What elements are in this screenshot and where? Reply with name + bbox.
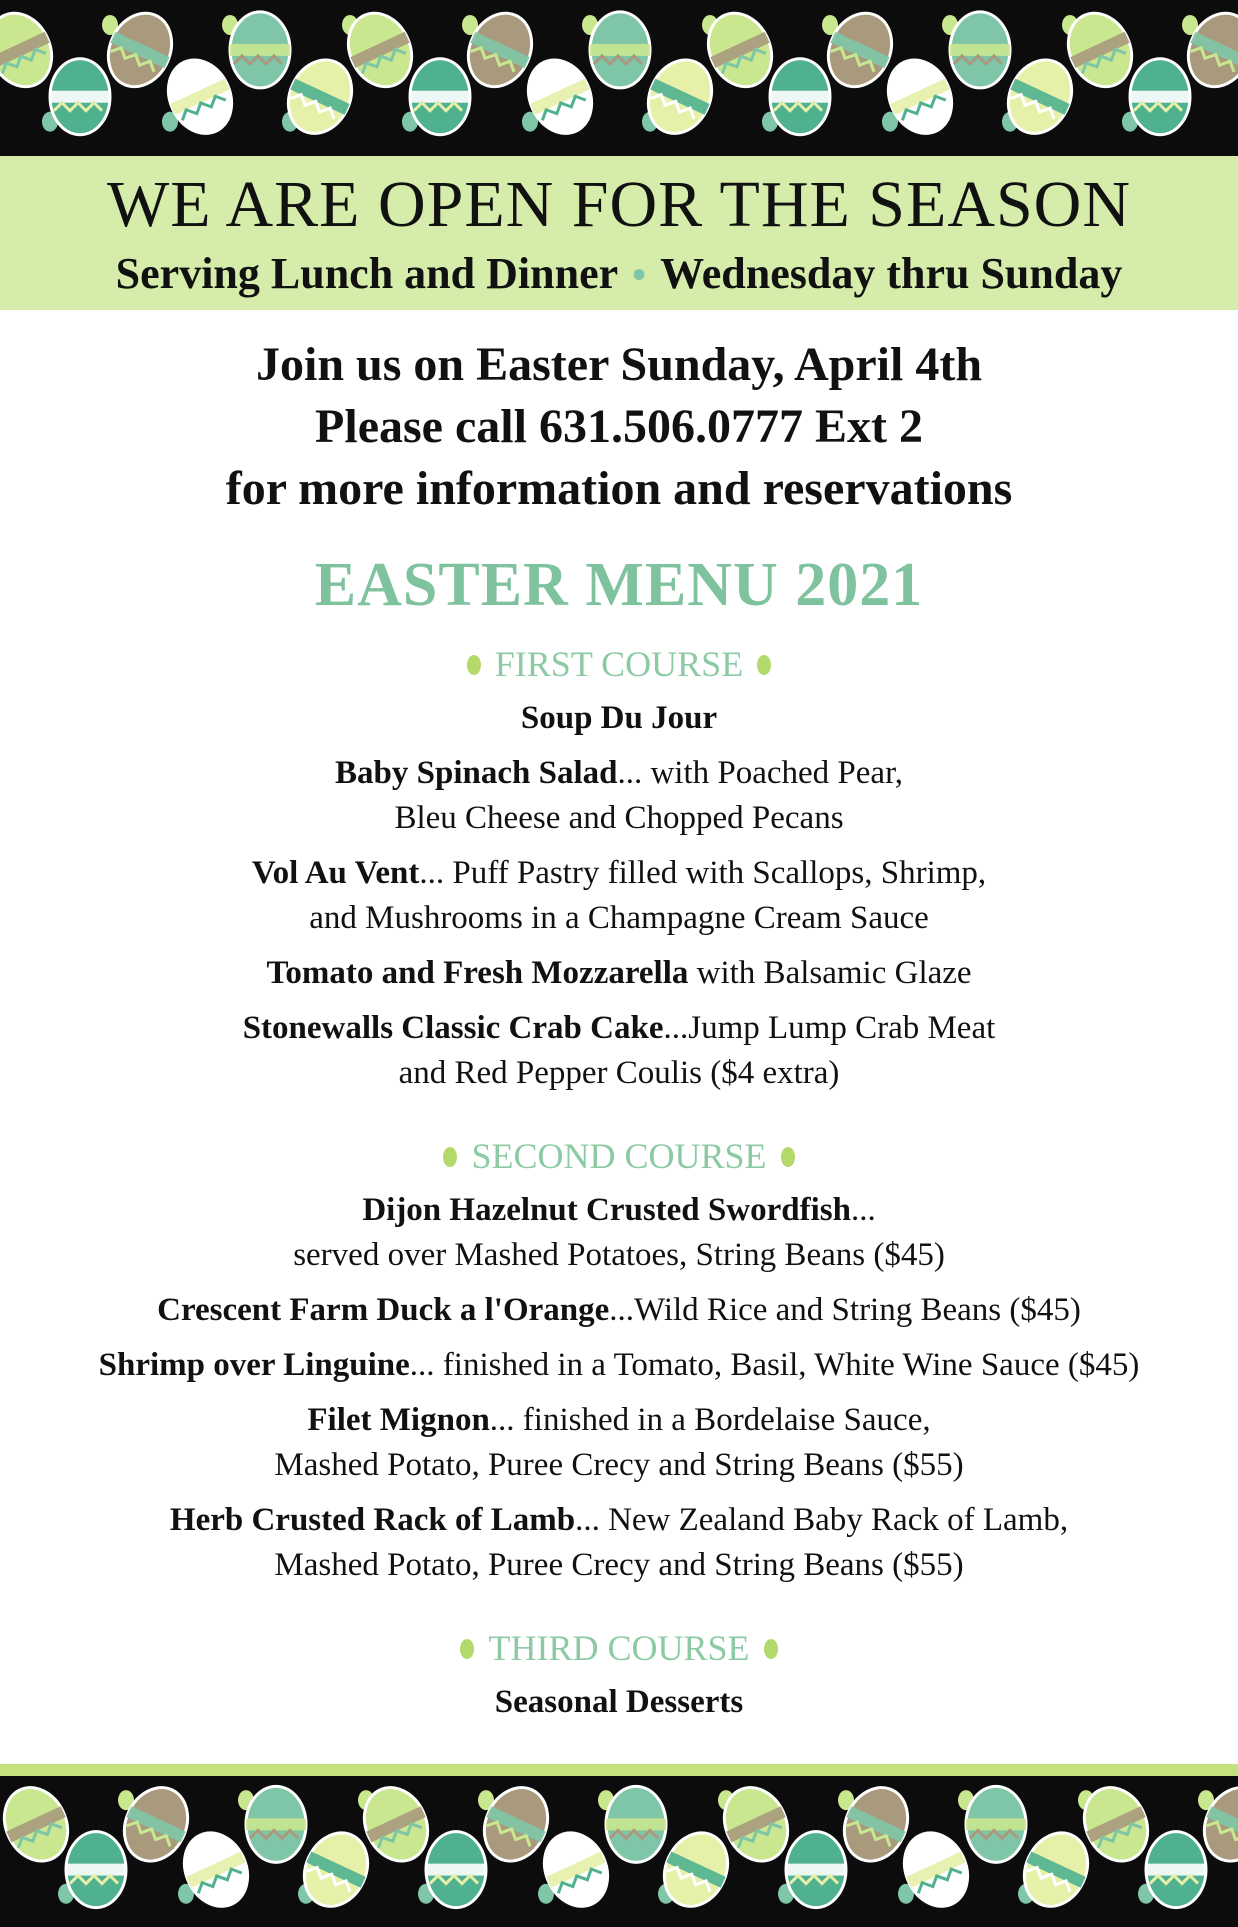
menu-item-description-line2: and Mushrooms in a Champagne Cream Sauce <box>309 900 929 936</box>
easter-egg-icon <box>1146 1832 1206 1908</box>
menu-item-description: ... finished in a Tomato, Basil, White Wine Sauce ($45) <box>409 1347 1140 1383</box>
menu-item-name: Crescent Farm Duck a l'Orange <box>157 1292 610 1328</box>
info-line-2: Please call 631.506.0777 Ext 2 <box>315 400 923 453</box>
menu-item <box>0 851 1238 941</box>
easter-egg-icon <box>770 59 830 135</box>
easter-egg-icon <box>230 12 290 88</box>
second-course-section <box>0 1134 1238 1588</box>
menu-item-name: Baby Spinach Salad <box>335 755 618 791</box>
easter-egg-icon <box>786 1832 846 1908</box>
menu-item-name: Soup Du Jour <box>520 700 718 736</box>
easter-egg-icon <box>246 1786 306 1862</box>
season-banner <box>0 156 1238 310</box>
menu-item-description-line2: served over Mashed Potatoes, String Beans ($45) <box>293 1237 945 1273</box>
menu-item-description: ...Jump Lump Crab Meat <box>663 1010 996 1046</box>
info-line-3: for more information and reservations <box>225 462 1013 515</box>
first-course-section <box>0 642 1238 1096</box>
menu-content <box>0 310 1238 1725</box>
easter-egg-icon <box>606 1786 666 1862</box>
egg-bullet-icon <box>460 1639 474 1659</box>
egg-bullet-icon <box>443 1147 457 1167</box>
menu-item <box>0 1288 1238 1333</box>
course-heading <box>0 1134 1238 1178</box>
top-easter-egg-border <box>0 0 1238 156</box>
course-heading <box>0 642 1238 686</box>
course-items <box>0 1680 1238 1725</box>
easter-egg-icon <box>1130 59 1190 135</box>
course-items <box>0 1188 1238 1588</box>
menu-item-description: ... with Poached Pear, <box>617 755 903 791</box>
menu-item-name: Dijon Hazelnut Crusted Swordfish <box>362 1192 851 1228</box>
subtitle-right: Wednesday thru Sunday <box>660 249 1123 298</box>
course-items <box>0 696 1238 1096</box>
menu-item <box>0 1498 1238 1588</box>
season-subtitle <box>0 248 1238 301</box>
egg-bullet-icon <box>757 655 771 675</box>
menu-title: EASTER MENU 2021 <box>314 551 924 619</box>
easter-egg-icon <box>950 12 1010 88</box>
menu-item-name: Shrimp over Linguine <box>98 1347 410 1383</box>
bottom-easter-egg-border <box>0 1776 1238 1927</box>
menu-item-description-line2: Mashed Potato, Puree Crecy and String Beans ($55) <box>274 1447 964 1483</box>
menu-item-description: ... New Zealand Baby Rack of Lamb, <box>575 1502 1069 1538</box>
menu-item-name: Herb Crusted Rack of Lamb <box>169 1502 576 1538</box>
menu-item <box>0 1398 1238 1488</box>
egg-bullet-icon <box>764 1639 778 1659</box>
menu-item <box>0 696 1238 741</box>
menu-item-description: ... finished in a Bordelaise Sauce, <box>489 1402 931 1438</box>
bottom-green-strip <box>0 1764 1238 1776</box>
menu-item-description-line2: Bleu Cheese and Chopped Pecans <box>394 800 844 836</box>
easter-egg-icon <box>50 59 110 135</box>
menu-item-description-line2: Mashed Potato, Puree Crecy and String Beans ($55) <box>274 1547 964 1583</box>
menu-item-name: Vol Au Vent <box>251 855 420 891</box>
menu-item <box>0 1343 1238 1388</box>
menu-item <box>0 1680 1238 1725</box>
menu-item <box>0 951 1238 996</box>
menu-item-name: Filet Mignon <box>307 1402 490 1438</box>
easter-eggs-decoration <box>0 0 1238 156</box>
egg-bullet-icon <box>781 1147 795 1167</box>
easter-egg-icon <box>66 1832 126 1908</box>
menu-item-name: Tomato and Fresh Mozzarella <box>266 955 689 991</box>
menu-item-description: ... Puff Pastry filled with Scallops, Shrimp, <box>419 855 987 891</box>
menu-item <box>0 751 1238 841</box>
course-heading-text: THIRD COURSE <box>488 1628 750 1668</box>
course-heading-text: FIRST COURSE <box>494 644 744 684</box>
menu-item-name: Stonewalls Classic Crab Cake <box>242 1010 664 1046</box>
menu-item <box>0 1006 1238 1096</box>
menu-item-description-line2: and Red Pepper Coulis ($4 extra) <box>398 1055 840 1091</box>
easter-egg-icon <box>426 1832 486 1908</box>
info-line-1: Join us on Easter Sunday, April 4th <box>255 338 983 391</box>
easter-egg-icon <box>966 1786 1026 1862</box>
third-course-section <box>0 1626 1238 1725</box>
easter-eggs-decoration <box>0 1776 1238 1927</box>
menu-item-name: Seasonal Desserts <box>494 1684 744 1720</box>
reservation-info <box>0 334 1238 520</box>
course-heading <box>0 1626 1238 1670</box>
menu-item-description: ... <box>850 1192 876 1228</box>
menu-item <box>0 1188 1238 1278</box>
bullet-dot-icon: • <box>632 252 647 297</box>
course-heading-text: SECOND COURSE <box>471 1136 767 1176</box>
menu-item-description: with Balsamic Glaze <box>688 955 972 991</box>
subtitle-left: Serving Lunch and Dinner <box>115 249 619 298</box>
menu-item-description: ...Wild Rice and String Beans ($45) <box>609 1292 1081 1328</box>
easter-egg-icon <box>590 12 650 88</box>
egg-bullet-icon <box>467 655 481 675</box>
easter-egg-icon <box>410 59 470 135</box>
season-title: WE ARE OPEN FOR THE SEASON <box>106 168 1132 241</box>
